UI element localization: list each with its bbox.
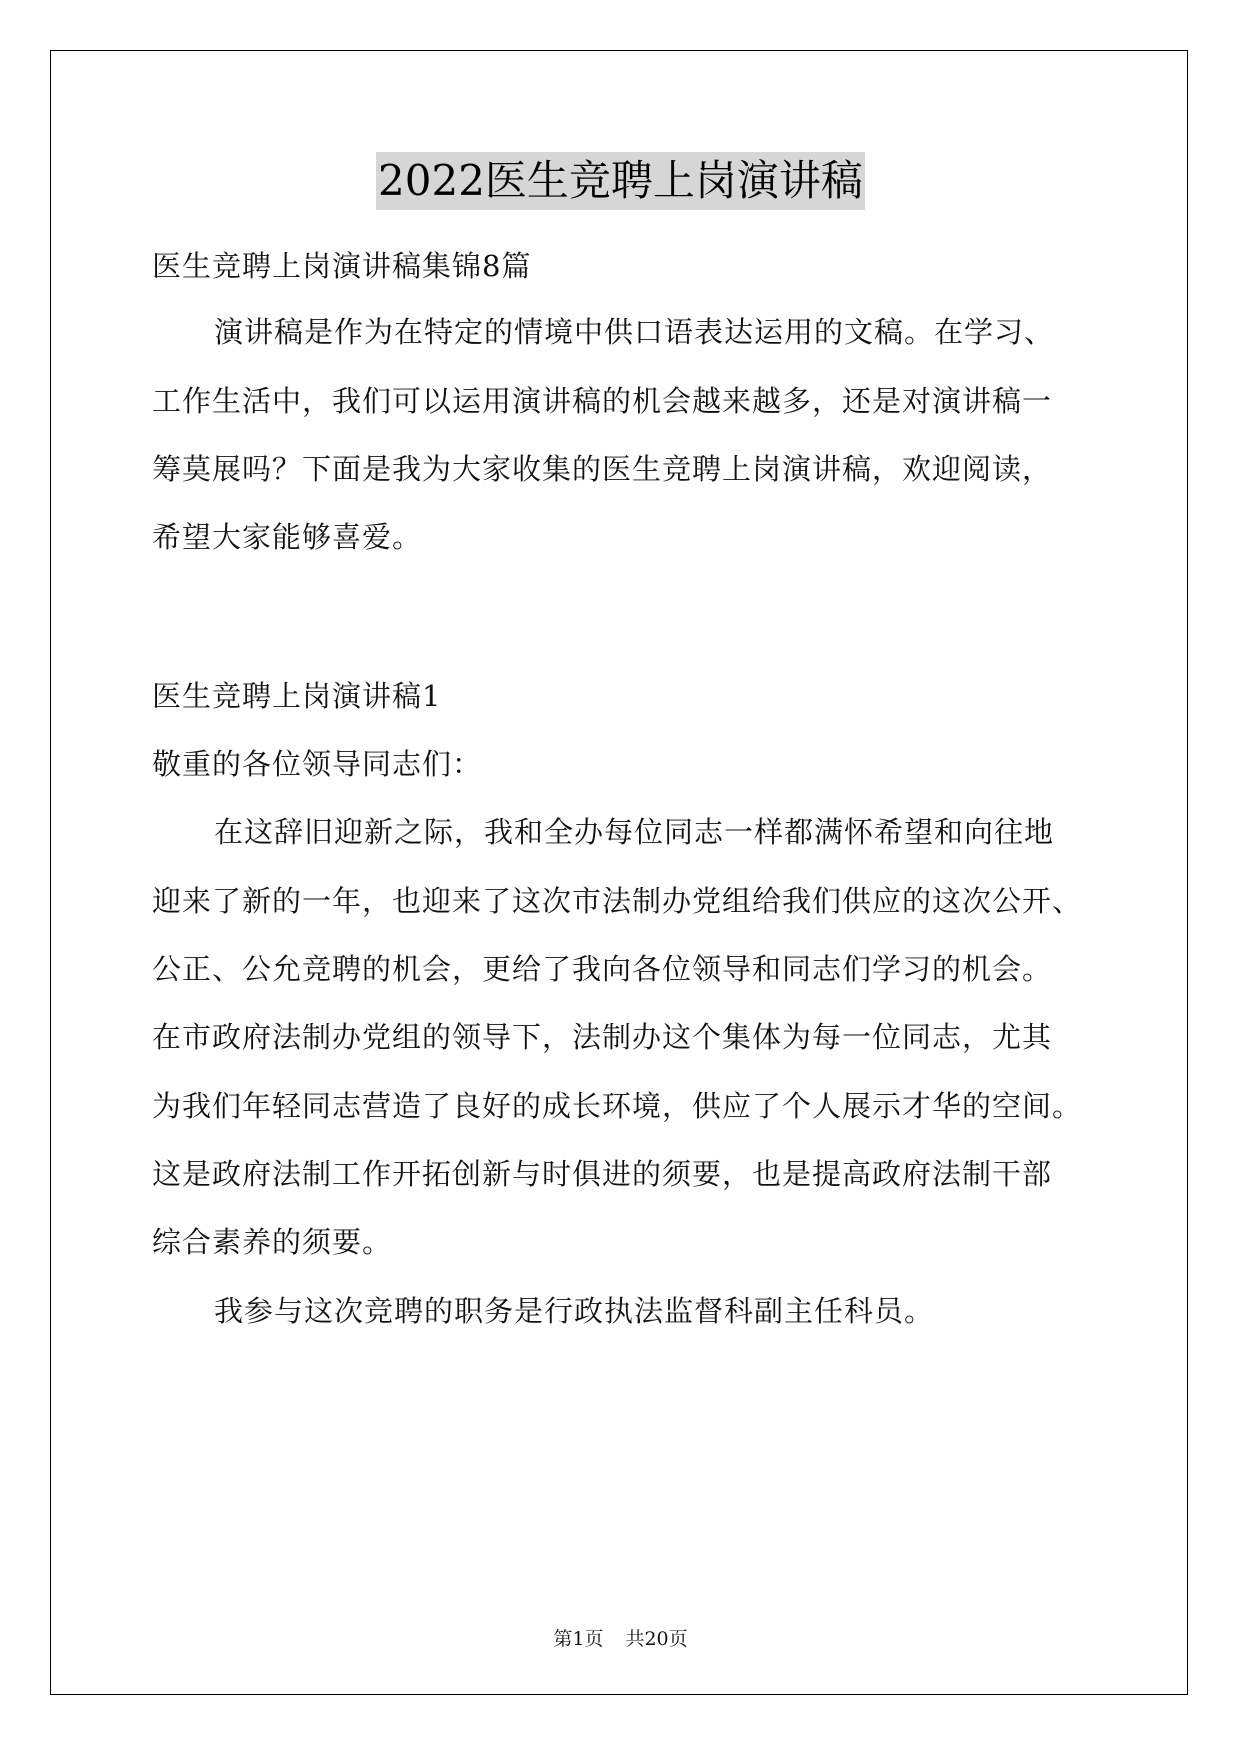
body-line: 在市政府法制办党组的领导下，法制办这个集体为每一位同志，尤其 bbox=[152, 1020, 1053, 1054]
page-border bbox=[50, 50, 1188, 1695]
body-line: 在这辞旧迎新之际，我和全办每位同志一样都满怀希望和向往地 bbox=[214, 815, 1055, 849]
intro-line: 筹莫展吗？下面是我为大家收集的医生竞聘上岗演讲稿，欢迎阅读， bbox=[152, 452, 1053, 486]
body-line: 迎来了新的一年，也迎来了这次市法制办党组给我们供应的这次公开、 bbox=[152, 884, 1083, 918]
body-line: 这是政府法制工作开拓创新与时俱进的须要，也是提高政府法制干部 bbox=[152, 1157, 1053, 1191]
body-line: 综合素养的须要。 bbox=[152, 1225, 393, 1259]
title-block bbox=[0, 152, 1241, 210]
page-footer bbox=[0, 1627, 1241, 1651]
page-title: 2022医生竞聘上岗演讲稿 bbox=[376, 152, 865, 210]
body-last-line: 我参与这次竞聘的职务是行政执法监督科副主任科员。 bbox=[214, 1294, 935, 1328]
page-number: 第1页 bbox=[553, 1628, 604, 1650]
page-total: 共20页 bbox=[625, 1628, 688, 1650]
section-heading: 医生竞聘上岗演讲稿1 bbox=[152, 679, 442, 713]
intro-line: 工作生活中，我们可以运用演讲稿的机会越来越多，还是对演讲稿一 bbox=[152, 384, 1053, 418]
body-line: 为我们年轻同志营造了良好的成长环境，供应了个人展示才华的空间。 bbox=[152, 1089, 1083, 1123]
intro-line: 演讲稿是作为在特定的情境中供口语表达运用的文稿。在学习、 bbox=[214, 315, 1055, 349]
intro-line: 希望大家能够喜爱。 bbox=[152, 520, 423, 554]
subtitle: 医生竞聘上岗演讲稿集锦8篇 bbox=[152, 249, 532, 283]
body-line: 公正、公允竞聘的机会，更给了我向各位领导和同志们学习的机会。 bbox=[152, 952, 1053, 986]
salutation: 敬重的各位领导同志们： bbox=[152, 747, 483, 781]
